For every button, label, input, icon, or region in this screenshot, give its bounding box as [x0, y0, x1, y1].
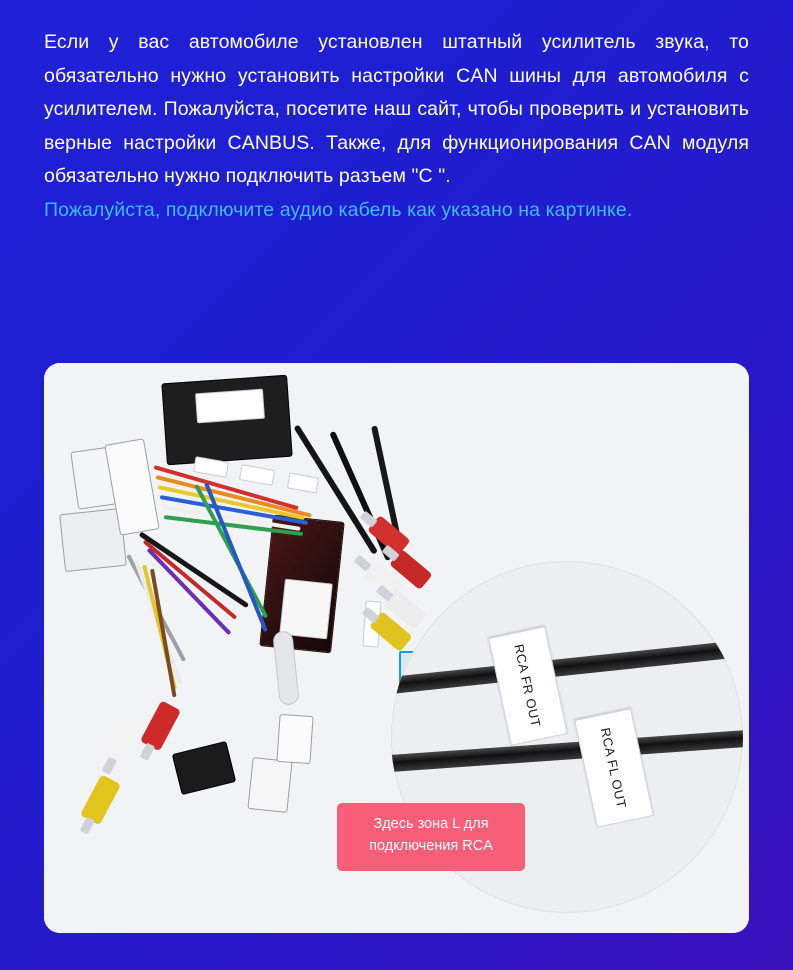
zoom-label-rca-fr-out-text: RCA FR OUT — [511, 643, 545, 730]
instructions-block — [44, 26, 749, 227]
connector-black-bottom — [172, 741, 236, 795]
harness-photo-card — [44, 363, 749, 933]
connector-label-top — [195, 389, 265, 424]
zoom-label-rca-fr-out — [488, 626, 568, 746]
rca-zone-note: Здесь зона L для подключения RCA — [337, 803, 525, 871]
paragraph-white: Если у вас автомобиле установлен штатный усилитель звука, то обязательно нужно установить настройки CAN шины для автомобиля с усилителем. Пожалуйста, посетите наш сайт, чтобы проверить и установить верные настройки CANBUS. Также, для функционирования CAN модуля обязательно нужно подключить разъем "C ". — [44, 31, 749, 188]
wire-bundle-brown-1 — [150, 569, 177, 698]
connector-white-bottom-1 — [247, 757, 292, 813]
can-module-sticker — [279, 579, 333, 640]
wire-tag-3 — [287, 473, 319, 494]
connector-white-bottom-2 — [276, 714, 313, 764]
zoom-label-rca-fl-out-text: RCA FL OUT — [598, 726, 630, 810]
zoom-label-rca-fl-out — [574, 708, 654, 828]
wire-tag-2 — [239, 464, 275, 486]
zoom-cable-2 — [391, 727, 743, 774]
zoom-cable-1 — [391, 635, 743, 696]
harness-photo — [44, 363, 749, 933]
paragraph-cyan: Пожалуйста, подключите аудио кабель как указано на картинке. — [44, 198, 633, 221]
